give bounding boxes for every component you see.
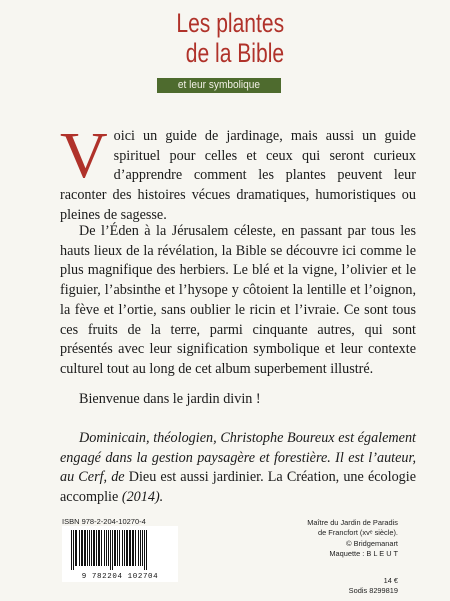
barcode-bar [81, 530, 83, 566]
author-bio-part1: Dominicain, théologien, Christophe Boureux est également engagé dans la gestion paysagère et forestière. Il est l’auteur, au Cerf, de [60, 430, 416, 486]
barcode-bar [140, 530, 141, 566]
blurb-paragraph-1 [60, 119, 416, 226]
barcode-bar [117, 530, 118, 566]
book-title-line1: Les plantes [176, 8, 284, 38]
barcode-bar [96, 530, 97, 566]
credit-line-4: Maquette : B L E U T [329, 549, 398, 559]
barcode-bar [129, 530, 131, 566]
barcode-bar [124, 530, 125, 566]
image-credits [228, 518, 398, 560]
barcode-bar [108, 530, 109, 566]
barcode-bar [122, 530, 123, 566]
drop-cap: V [60, 119, 108, 192]
barcode-bar [91, 530, 92, 566]
barcode-bar [79, 530, 80, 566]
barcode-bars [70, 530, 170, 570]
barcode-bar [106, 530, 107, 566]
blurb-paragraph-2: De l’Éden à la Jérusalem céleste, en passant par tous les hauts lieux de la révélation, la Bible se découvre ici comme le plus magnifique des herbiers. Le blé et la vigne, l’olivier et le figuier, l’absinthe et l’hysope y côtoient la lentille et l’oignon, la fève et l’ortie, sans oublier le ricin et l’ivraie. Ce sont tous ces fruits de la terre, parmi cinquante autres, qui sont présentés avec leur signification symbolique et leur contexte culturel tout au long de cet album superbement illustré. [60, 223, 416, 377]
barcode-bar [73, 530, 74, 570]
author-bio-part2: . [260, 469, 268, 486]
credit-line-3: © Bridgemanart [346, 538, 398, 548]
book-title-line2: de la Bible [185, 38, 284, 68]
barcode-bar [84, 530, 86, 566]
barcode-bar [93, 530, 95, 566]
barcode-bar [135, 530, 136, 566]
barcode-bar [71, 530, 72, 570]
barcode-number: 9 782204 102704 [81, 573, 159, 581]
sodis-code: Sodis 8299819 [348, 586, 398, 596]
barcode-bar [146, 530, 147, 570]
subtitle-band [157, 78, 281, 93]
barcode-bar [138, 530, 139, 566]
barcode-bar [142, 530, 143, 566]
barcode-bar [101, 530, 102, 566]
blurb-paragraph-1-text: oici un guide de jardinage, mais aussi un guide spirituel pour celles et ceux qui seront curieux d’apprendre comment les plantes peuvent leur raconter des histoires vécues dramatiques, humoristiques ou pleines de sagesse. [60, 128, 416, 223]
price-block [349, 576, 398, 597]
barcode-bar [126, 530, 128, 566]
barcode-bar [89, 530, 90, 566]
barcode-bar [114, 530, 116, 566]
price: 14 € [383, 576, 398, 585]
barcode-bar [144, 530, 145, 570]
author-bio-book2: La Création, une écologie accomplie [60, 469, 416, 506]
author-bio [60, 429, 416, 508]
barcode-bar [132, 530, 134, 566]
barcode-bar [87, 530, 88, 566]
book-subtitle: et leur symbolique [177, 79, 261, 91]
author-bio-part3: (2014). [118, 489, 164, 506]
barcode-bar [112, 530, 113, 570]
barcode [62, 526, 178, 582]
barcode-bar [119, 530, 120, 566]
barcode-bar [98, 530, 100, 566]
barcode-bar [75, 530, 77, 566]
barcode-bar [110, 530, 111, 570]
isbn: ISBN 978-2-204-10270-4 [62, 517, 146, 526]
blurb-paragraph-3: Bienvenue dans le jardin divin ! [79, 391, 261, 407]
credit-line-1: Maître du Jardin de Paradis [307, 518, 398, 527]
author-bio-book1: Dieu est aussi jardinier [128, 469, 261, 486]
credit-line-2: de Francfort (xvᵉ siècle). [318, 528, 398, 538]
barcode-bar [104, 530, 105, 566]
